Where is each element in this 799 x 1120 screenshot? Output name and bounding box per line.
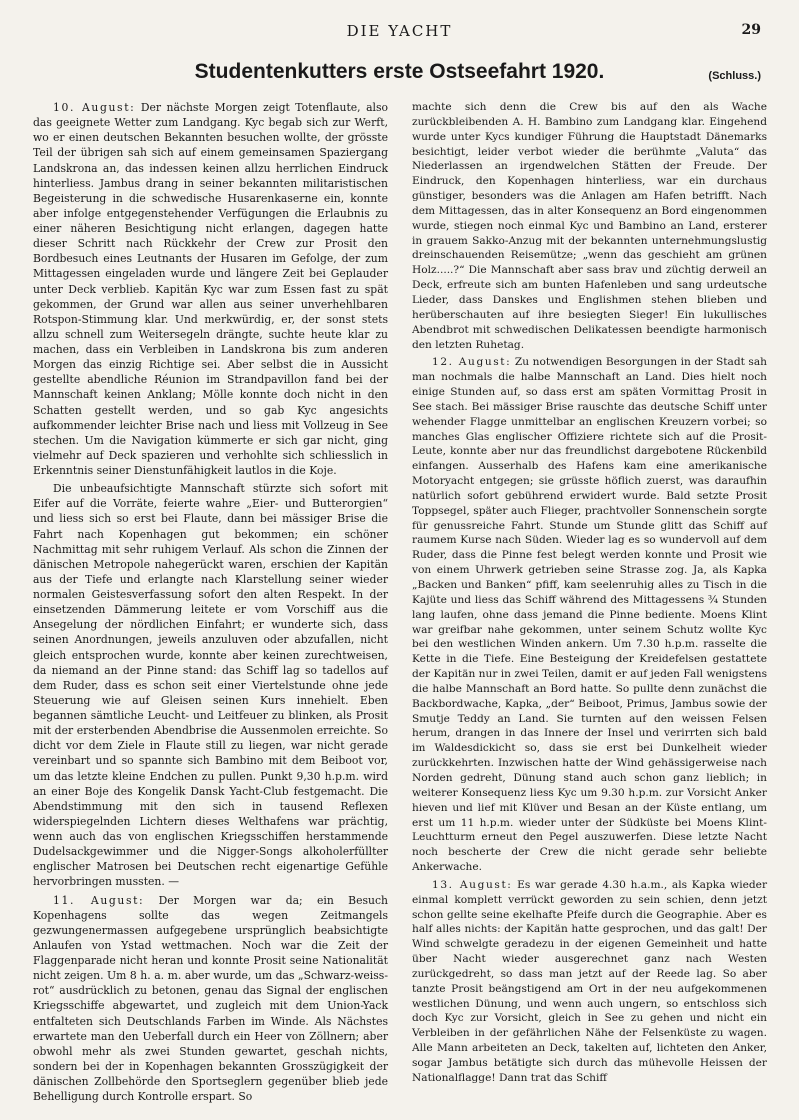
running-head: DIE YACHT (346, 22, 453, 40)
paragraph (33, 100, 388, 478)
entry-date: 10. August: (53, 101, 136, 114)
paragraph (412, 100, 767, 352)
paragraph-text: Die unbeaufsichtigte Mannschaft stürzte sich sofort mit Eifer auf die Vorräte, feierte wahre „Eier- und Butterorgien“ und liess sich so erst bei Flaute, dann bei mässiger Brise die Fahrt nach Kopenhagen gut bekommen; ein schöner Nachmittag mit sehr ruhigem Verlauf. Als schon die Zinnen der dänischen Metropole nahegerückt waren, erschien der Kapitän aus der Tiefe und erlangte nach Klarstellung seiner wieder normalen Geistesverfassung sofort den alten Respekt. In der einsetzenden Dämmerung leitete er vom Vorschiff aus die Ansegelung der nördlichen Einfahrt; er wunderte sich, dass seinen Anordnungen, jeweils anzuluven oder abzufallen, nicht gleich entsprochen wurde, konnte aber keinen zurechtweisen, da niemand an der Pinne stand: das Schiff lag so tadellos auf dem Ruder, dass es schon seit einer Viertelstunde ohne jede Steuerung wie auf Gleisen seinen Kurs innehielt. Eben begannen sämtliche Leucht- und Leitfeuer zu blinken, als Prosit mit der ersterbenden Abendbrise die Aussenmolen erreichte. So dicht vor dem Ziele in Flaute still zu liegen, war nicht gerade vereinbart und so spannte sich Bambino mit dem Beiboot vor, um das letzte kleine Endchen zu pullen. Punkt 9,30 h.p.m. wird an einer Boje des Kongelik Dansk Yacht-Club festgemacht. Die Abendstimmung mit den sich in tausend Reflexen widerspiegelnden Lichtern dieses Welthafens war prächtig, wenn auch das von englischen Kriegsschiffen herstammende Dudelsackgewimmer und die Nigger-Songs alkoholerfüllter englischer Matrosen bei Deutschen recht eigenartige Gefühle hervorbringen mussten. — (33, 482, 388, 889)
paragraph-text: machte sich denn die Crew bis auf den als Wache zurückbleibenden A. H. Bambino zum Landgang klar. Eingehend wurde unter Kycs kundiger Führung die Hauptstadt Dänemarks besichtigt, leider verbot wieder die berühmte „Valuta“ das Niederlassen an irgendwelchen Stätten der Freude. Der Eindruck, den Kopenhagen hinterliess, war ein durchaus günstiger, besonders was die Anlagen am Hafen betrifft. Nach dem Mittagessen, das in alter Konsequenz an Bord eingenommen wurde, stiegen noch einmal Kyc und Bambino an Land, ersterer in grauem Sakko-Anzug mit der bekannten unternehmungslustig dreinschauenden Reisemütze; „wenn das geschieht am grünen Holz.....?“ Die Mannschaft aber sass brav und züchtig derweil an Deck, erfreute sich am bunten Hafenleben und sang urdeutsche Lieder, dass Danskes und Englishmen stehen blieben und herüberschauten auf ihre besiegten Sieger! Ein lukullisches Abendbrot mit schwedischen Delikatessen beendigte harmonisch den letzten Ruhetag. (412, 101, 767, 351)
paragraph-text: Der Morgen war da; ein Besuch Kopenhagens sollte das wegen Zeitmangels gezwungenermassen aufgegebene ursprünglich beabsichtigte Anlaufen von Ystad wettmachen. Noch war die Zeit der Flaggenparade nicht heran und konnte Prosit seine Nationalität nicht zeigen. Um 8 h. a. m. aber wurde, um das „Schwarz-weiss-rot“ ausdrücklich zu betonen, genau das Signal der englischen Kriegsschiffe abgewartet, und zugleich mit dem Union-Yack entfalteten sich Deutschlands Farben im Winde. Als Nächstes erwartete man den Ueberfall durch ein Heer von Zöllnern; aber obwohl mehr als zwei Stunden gewartet, geschah nichts, sondern bei der in Kopenhagen bekannten Grosszügigkeit der dänischen Zollbehörde den Sportseglern gegenüber blieb jede Behelligung durch Kontrolle erspart. So (33, 893, 389, 1104)
entry-date: 11. August: (53, 893, 145, 907)
entry-date: 12. August: (432, 356, 512, 369)
paragraph-text: Der nächste Morgen zeigt Totenflaute, also das geeignete Wetter zum Landgang. Kyc begab sich zur Werft, wo er einen deutschen Bekannten besuchen wollte, der grösste Teil der übrigen sah sich auf einem gemeinsamen Spaziergang Landskrona an, das indessen keinen allzu herrlichen Eindruck hinterliess. Jambus drang in seiner bekannten militaristischen Begeisterung in die schwedische Husarenkaserne ein, konnte aber infolge entgegenstehender Verfügungen die Erlaubnis zu einer näheren Besichtigung nicht erlangen, dagegen hatte dieser Schritt nach Rückkehr der Crew zur Prosit den Bordbesuch eines Leutnants der Husaren im Gefolge, der zum Mittagessen eingeladen wurde und längere Zeit bei Geplauder unter Deck verblieb. Kapitän Kyc war zum Essen fast zu spät gekommen, der Grund war allen aus seiner unverhehlbaren Rotspon-Stimmung klar. Und merkwürdig, er, der sonst stets allzu schnell zum Weitersegeln drängte, suchte heute klar zu machen, dass ein Verbleiben in Landskrona bis zum anderen Morgen das einzig Richtige sei. Aber selbst die in Aussicht gestellte abendliche Réunion im Strandpavillon fand bei der Mannschaft keinen Anklang; Mölle konnte doch nicht in den Schatten gestellt werden, und so gab Kyc angesichts aufkommender leichter Brise nach und liess mit Vollzeug in See stechen. Um die Navigation kümmerte er sich gar nicht, ging vielmehr auf Deck spazieren und verhohlte sich schliesslich in Erkenntnis seiner Dienstunfähigkeit lautlos in die Koje. (33, 101, 388, 477)
paragraph (412, 878, 767, 1086)
paragraph-text: Es war gerade 4.30 h.a.m., als Kapka wieder einmal komplett verrückt geworden zu sein schien, denn jetzt schon gellte seine ekelhafte Pfeife durch die Geographie. Aber es half alles nichts: der Kapitän hatte gesprochen, und das galt! Der Wind schwelgte geradezu in der eigenen Gemeinheit und hatte über Nacht wieder ausgerechnet ganz nach Westen zurückgedreht, so dass man jetzt auf der Reede lag. So aber tanzte Prosit beängstigend am Ort in der neu aufgekommenen westlichen Dünung, und wenn auch ungern, so entschloss sich doch Kyc zur Vorsicht, gleich in See zu gehen und nicht ein Verbleiben in der gefährlichen Nähe der Felsenküste zu wagen. Alle Mann arbeiteten an Deck, takelten auf, lichteten den Anker, sogar Jambus betätigte sich durch das mühevolle Heissen der Nationalflagge! Dann trat das Schiff (412, 878, 768, 1084)
article-note: (Schluss.) (708, 70, 761, 82)
page-number: 29 (741, 22, 761, 38)
left-column (33, 100, 388, 1104)
paragraph-text: Zu notwendigen Besorgungen in der Stadt sah man nochmals die halbe Mannschaft an Land. Dies hielt noch einige Stunden auf, so dass erst am späten Vormittag Prosit in See stach. Bei mässiger Brise rauschte das deutsche Schiff unter wehender Flagge unmittelbar an englischen Kreuzern vorbei; so manches Glas englischer Offiziere richtete sich auf die Prosit-Leute, konnte aber nur das freundlichst dargebotene Rückenbild einfangen. Ausserhalb des Hafens kam eine amerikanische Motoryacht entgegen; sie grüsste höflich zuerst, was daraufhin natürlich sofort gebührend erwidert wurde. Bald setzte Prosit Toppsegel, später auch Flieger, prachtvoller Sonnenschein sorgte für genussreiche Fahrt. Stunde um Stunde glitt das Schiff auf raumem Kurse nach Süden. Wieder lag es so wundervoll auf dem Ruder, dass die Pinne fest belegt werden konnte und Prosit wie von einem Uhrwerk getrieben seine Strasse zog. Ja, als Kapka „Backen und Banken“ pfiff, kam seelenruhig alles zu Tisch in die Kajüte und liess das Schiff während des Mittagessens ¾ Stunden lang laufen, ohne dass jemand die Pinne bediente. Moens Klint war greifbar nahe gekommen, unter seinem Schutz wollte Kyc bei den westlichen Winden ankern. Um 7.30 h.p.m. rasselte die Kette in die Tiefe. Eine Besteigung der Kreidefelsen gestattete der Kapitän nur in zwei Teilen, damit er auf jeden Fall wenigstens die halbe Mannschaft an Bord hatte. So pullte denn zunächst die Backbordwache, Kapka, „der“ Beiboot, Primus, Jambus sowie der Smutje Teddy an Land. Sie turnten auf den weissen Felsen herum, drangen in das Innere der Insel und verirrten sich bald im Waldesdickicht so, dass sie erst bei Dunkelheit wieder zurückkehrten. Inzwischen hatte der Wind gehässigerweise nach Norden gedreht, Dünung stand auch schon ganz lieblich; in weiterer Konsequenz liess Kyc um 9.30 h.p.m. zur Vorsicht Anker hieven und lief mit Klüver und Besan an der Küste entlang, um erst um 11 h.p.m. wieder unter der Südküste bei Moens Klint-Leuchtturm erneut den Pegel auszuwerfen. Diese letzte Nacht noch bescherte der Crew die nicht gerade sehr beliebte Ankerwache. (412, 356, 767, 874)
paragraph (33, 893, 388, 1105)
paragraph (33, 481, 388, 889)
entry-date: 13. August: (432, 878, 513, 891)
article-title: Studentenkutters erste Ostseefahrt 1920. (194, 60, 605, 83)
paragraph (412, 355, 767, 875)
right-column (412, 100, 767, 1086)
